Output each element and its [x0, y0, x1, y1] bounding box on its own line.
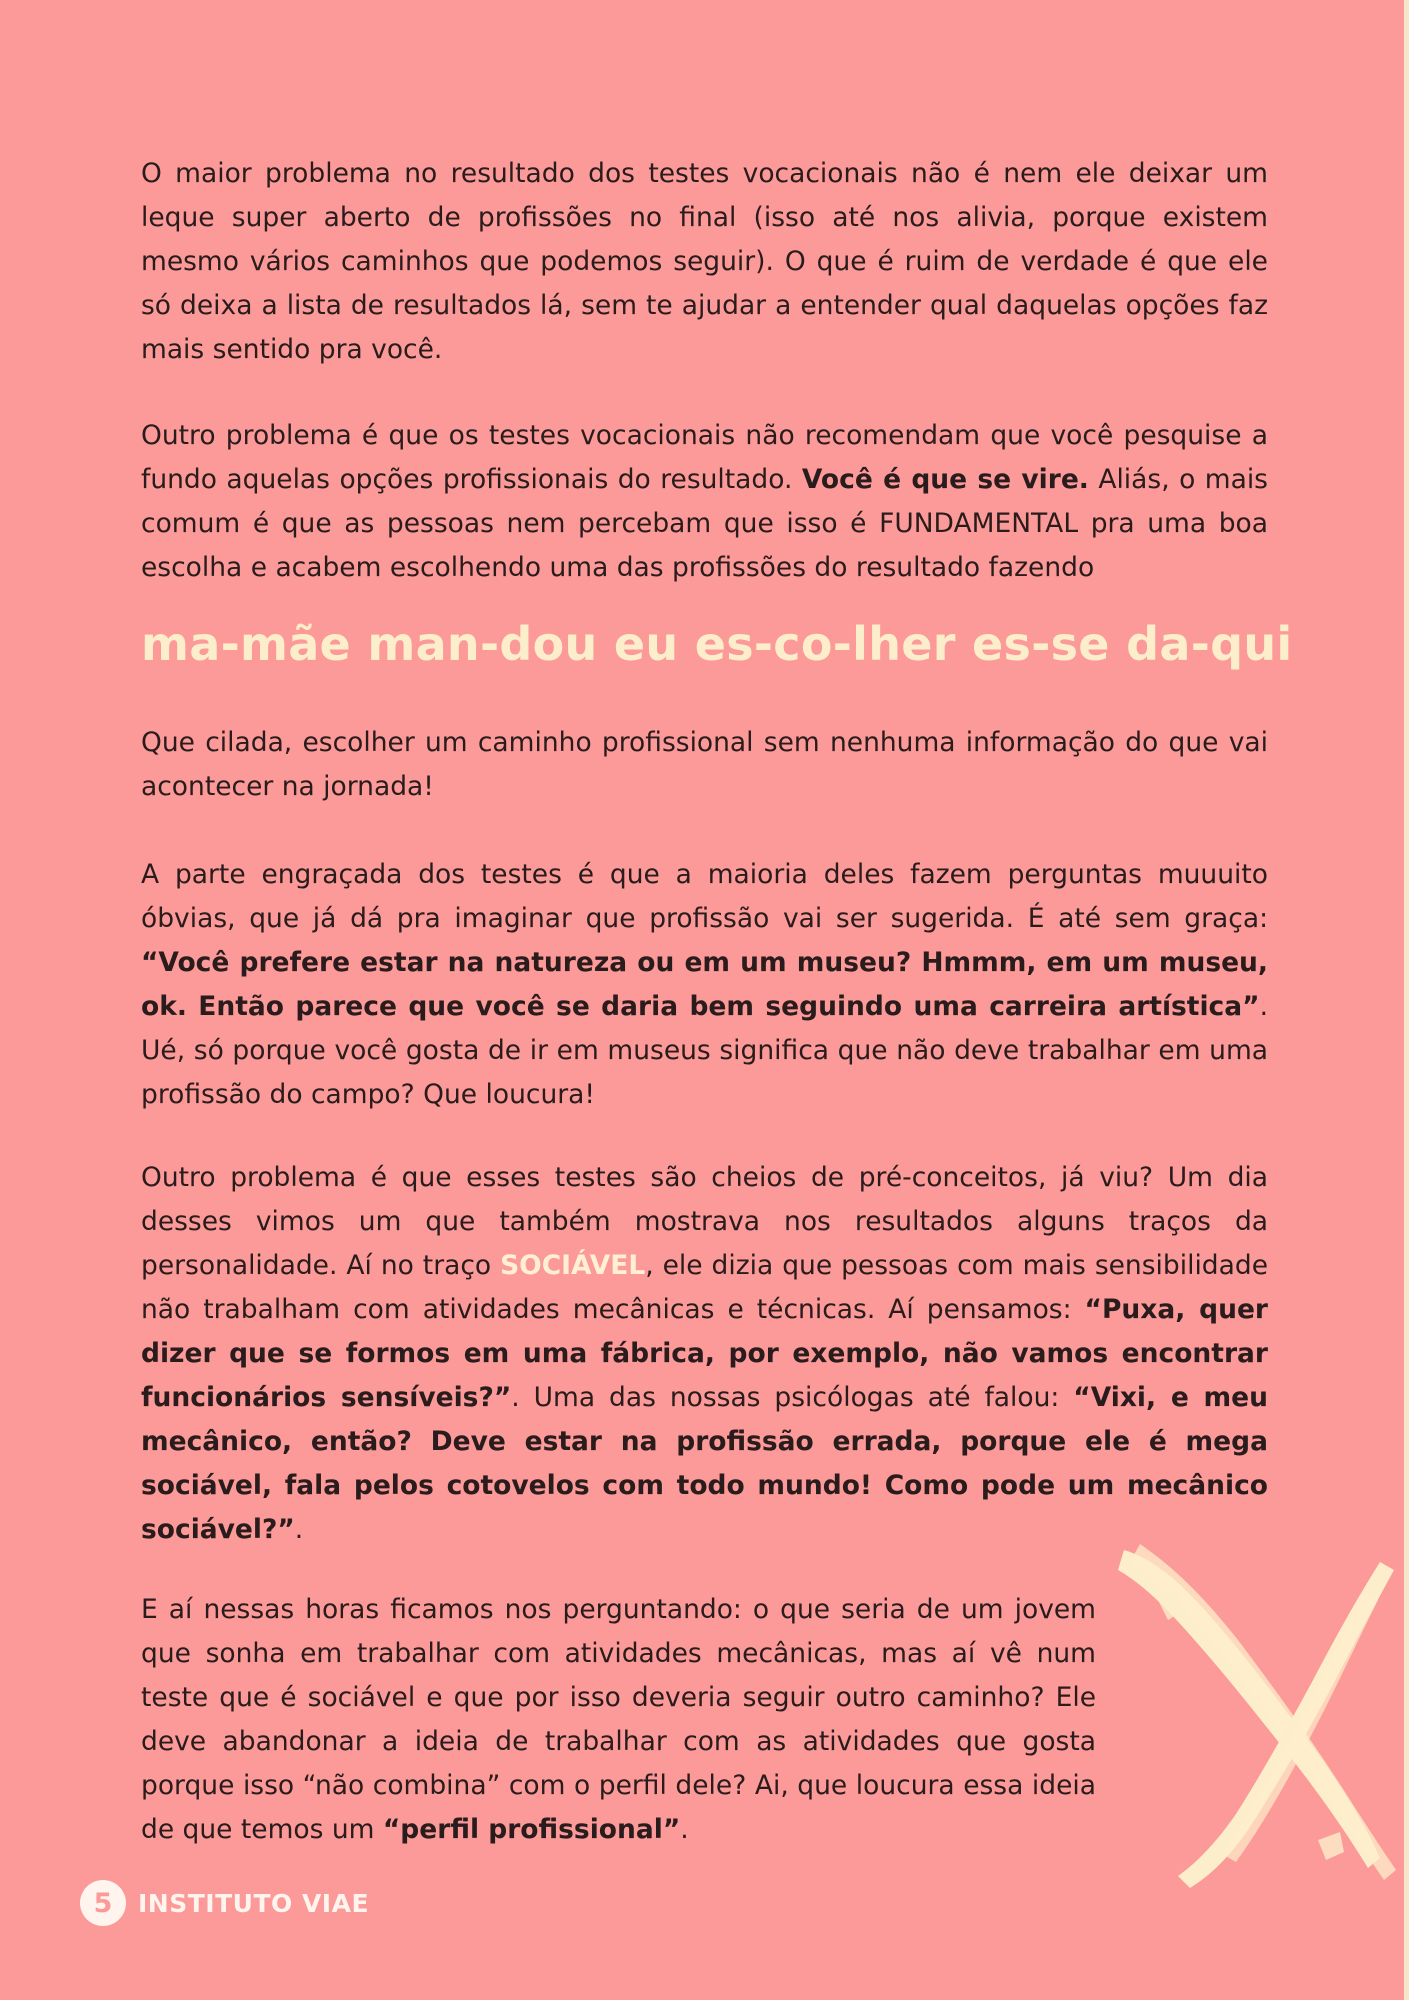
footer	[80, 1880, 369, 1926]
text: . Ué, só porque você gosta de ir em museus significa que não deve trabalhar em uma profissão do campo? Que loucura!	[141, 991, 1268, 1110]
paragraph-funny-part	[141, 853, 1268, 1117]
page-number-badge: 5	[80, 1880, 126, 1926]
text: A parte engraçada dos testes é que a maioria deles fazem perguntas muuuito óbvias, que já dá pra imaginar que profissão vai ser sugerida. É até sem graça:	[141, 859, 1268, 934]
bold-quote: “Puxa, quer dizer que se formos em uma fábrica, por exemplo, não vamos encontrar funcionários sensíveis?”	[141, 1294, 1268, 1413]
text: . Uma das nossas psicólogas até falou:	[511, 1382, 1074, 1413]
bold-quote: “Vixi, e meu mecânico, então? Deve estar na profissão errada, porque ele é mega sociável, fala pelos cotovelos com todo mundo! Como pode um mecânico sociável?”	[141, 1382, 1268, 1545]
brush-x-icon	[1118, 1540, 1403, 1890]
text: Outro problema é que os testes vocacionais não recomendam que você pesquise a fundo aquelas opções profissionais do resultado.	[141, 420, 1268, 495]
page-edge-strip	[1404, 0, 1409, 2000]
brand-name: INSTITUTO VIAE	[138, 1888, 370, 1918]
paragraph-research	[141, 414, 1268, 590]
bold-text: “perfil profissional”	[382, 1814, 681, 1845]
highlight-word: SOCIÁVEL	[500, 1250, 646, 1281]
text: Aliás, o mais comum é que as pessoas nem percebam que isso é FUNDAMENTAL pra uma boa escolha e acabem escolhendo uma das profissões do resultado fazendo	[141, 464, 1268, 583]
text: E aí nessas horas ficamos nos perguntando: o que seria de um jovem que sonha em trabalhar com atividades mecânicas, mas aí vê num teste que é sociável e que por isso deveria seguir outro caminho? Ele deve abandonar a ideia de trabalhar com as atividades que gosta porque isso “não combina” com o perfil dele? Ai, que loucura essa ideia de que temos um	[141, 1594, 1096, 1845]
paragraph-preconceitos	[141, 1156, 1268, 1552]
text: .	[294, 1514, 304, 1545]
bold-quote: “Você prefere estar na natureza ou em um museu? Hmmm, em um museu, ok. Então parece que você se daria bem seguindo uma carreira artística”	[141, 947, 1268, 1022]
text: , ele dizia que pessoas com mais sensibilidade não trabalham com atividades mecânicas e técnicas. Aí pensamos:	[141, 1250, 1268, 1325]
paragraph-cilada: Que cilada, escolher um caminho profissional sem nenhuma informação do que vai acontecer na jornada!	[141, 727, 1268, 802]
paragraph-perfil	[141, 1588, 1096, 1852]
paragraph-intro: O maior problema no resultado dos testes vocacionais não é nem ele deixar um leque super aberto de profissões no final (isso até nos alivia, porque existem mesmo vários caminhos que podemos seguir). O que é ruim de verdade é que ele só deixa a lista de resultados lá, sem te ajudar a entender qual daquelas opções faz mais sentido pra você.	[141, 158, 1268, 365]
bold-text: Você é que se vire.	[801, 464, 1089, 495]
text: Outro problema é que esses testes são cheios de pré-conceitos, já viu? Um dia desses vimos um que também mostrava nos resultados alguns traços da personalidade. Aí no traço	[141, 1162, 1268, 1281]
text: .	[680, 1814, 689, 1845]
highlight-quote: ma-mãe man-dou eu es-co-lher es-se da-qui	[141, 617, 1293, 671]
